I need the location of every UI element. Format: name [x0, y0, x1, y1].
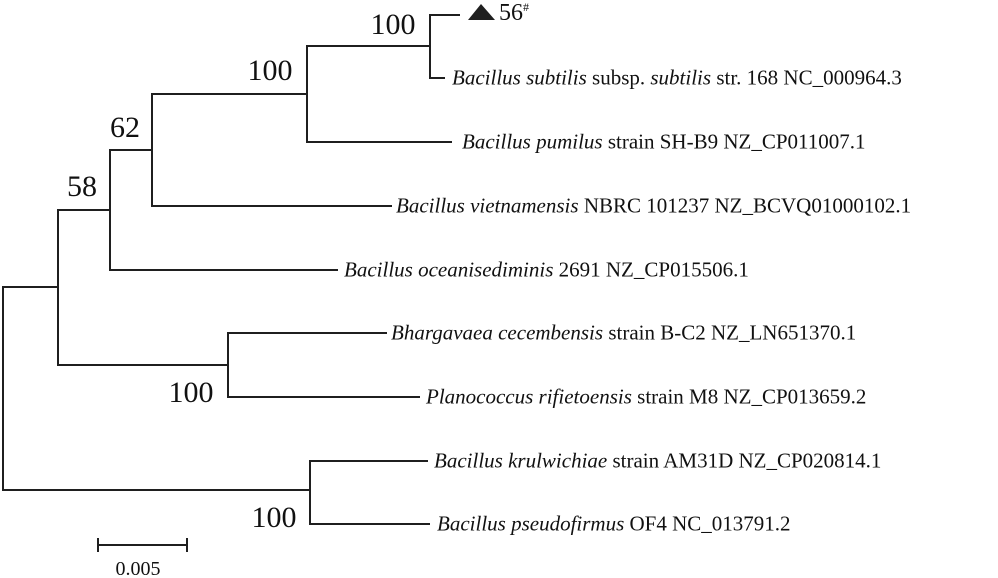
leaf-bacillus-pumilus	[462, 129, 866, 154]
bootstrap-bhargavaea-planococcus-clade: 100	[168, 376, 214, 409]
leaf-bacillus-vietnamensis	[396, 193, 912, 218]
leaf-isolate-56-part-1: #	[523, 0, 529, 14]
bootstrap-vietnamensis-clade: 62	[110, 111, 140, 144]
leaf-bacillus-oceanisediminis-part-0: Bacillus oceanisediminis	[344, 257, 554, 282]
leaf-isolate-56-part-0: 56	[499, 0, 523, 26]
leaf-bacillus-pumilus-part-0: Bacillus pumilus	[462, 129, 603, 154]
leaf-bhargavaea-cecembensis-part-1: strain B-C2 NZ_LN651370.1	[603, 320, 857, 345]
bootstrap-krulwichiae-pseudofirmus-clade: 100	[251, 501, 297, 534]
leaf-bacillus-pseudofirmus-part-1: OF4 NC_013791.2	[624, 511, 791, 536]
leaf-bacillus-subtilis	[452, 65, 902, 90]
sample-triangle-marker-icon	[468, 4, 495, 20]
leaf-bacillus-vietnamensis-part-0: Bacillus vietnamensis	[396, 193, 579, 218]
leaf-bhargavaea-cecembensis-part-0: Bhargavaea cecembensis	[391, 320, 604, 345]
leaf-bacillus-pumilus-part-1: strain SH-B9 NZ_CP011007.1	[602, 129, 866, 154]
leaf-bacillus-subtilis-part-2: subtilis	[650, 65, 712, 90]
bootstrap-oceanisediminis-clade: 58	[67, 170, 97, 203]
leaf-bacillus-pseudofirmus	[437, 511, 791, 536]
bootstrap-pumilus-clade: 100	[247, 54, 293, 87]
leaf-bacillus-pseudofirmus-part-0: Bacillus pseudofirmus	[437, 511, 625, 536]
leaf-bhargavaea-cecembensis	[391, 320, 857, 345]
leaf-bacillus-krulwichiae-part-1: strain AM31D NZ_CP020814.1	[607, 448, 882, 473]
leaf-bacillus-oceanisediminis	[344, 257, 749, 282]
leaf-bacillus-krulwichiae	[434, 448, 882, 473]
leaf-bacillus-subtilis-part-1: subsp.	[586, 65, 651, 90]
leaf-planococcus-rifietoensis-part-1: strain M8 NZ_CP013659.2	[631, 384, 867, 409]
leaf-planococcus-rifietoensis-part-0: Planococcus rifietoensis	[426, 384, 632, 409]
leaf-bacillus-subtilis-part-0: Bacillus subtilis	[452, 65, 587, 90]
leaf-isolate-56	[499, 1, 529, 25]
leaf-bacillus-subtilis-part-3: str. 168 NC_000964.3	[711, 65, 902, 90]
leaf-bacillus-oceanisediminis-part-1: 2691 NZ_CP015506.1	[553, 257, 749, 282]
leaf-planococcus-rifietoensis	[426, 384, 867, 409]
bootstrap-subtilis-clade: 100	[370, 8, 416, 41]
leaf-bacillus-krulwichiae-part-0: Bacillus krulwichiae	[434, 448, 608, 473]
scale-bar-label: 0.005	[115, 558, 161, 578]
leaf-bacillus-vietnamensis-part-1: NBRC 101237 NZ_BCVQ01000102.1	[578, 193, 912, 218]
